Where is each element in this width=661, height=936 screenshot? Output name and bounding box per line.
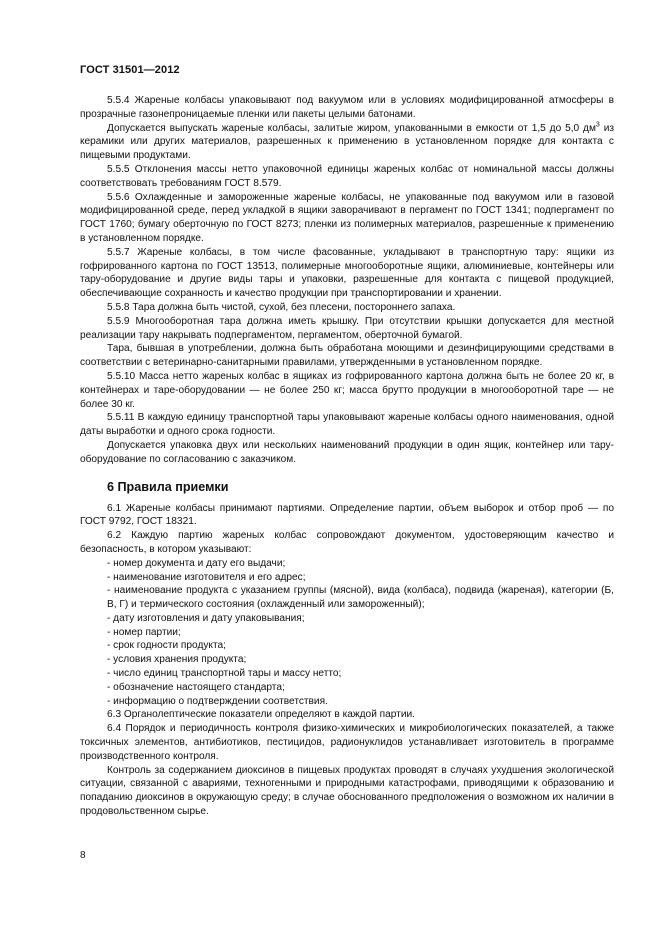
paragraph-5-5-10: 5.5.10 Масса нетто жареных колбас в ящиках из гофрированного картона должна быть не более 20 кг, в контейнерах и таре-оборудовании — не более 250 кг; масса брутто продукции в многооборотной таре — не более 30 кг. — [80, 370, 614, 410]
list-item: - номер документа и дату его выдачи; — [107, 557, 286, 569]
paragraph-5-5-11-note: Допускается упаковка двух или нескольких наименований продукции в один ящик, контейнер или тару-оборудование по согласованию с заказчиком. — [80, 439, 614, 465]
paragraph-5-5-9: 5.5.9 Многооборотная тара должна иметь крышку. При отсутствии крышки допускается для местной реализации тару накрывать подпергаментом, пергаментом, оберточной бумагой. — [80, 315, 614, 341]
list-item: - дату изготовления и дату упаковывания; — [107, 612, 305, 624]
list-item: - информацию о подтверждении соответствия. — [107, 695, 328, 707]
paragraph-5-5-7: 5.5.7 Жареные колбасы, в том числе фасованные, укладывают в транспортную тару: ящики из гофрированного картона по ГОСТ 13513, полимерные многооборотные ящики, алюминиевые, контейнеры или тару-оборудование и другие виды тары и упаковки, разрешенные для контакта с пищевой продукцией, обеспечивающие сохранность и качество продукции при транспортировании и хранении. — [80, 246, 614, 300]
superscript: 3 — [595, 121, 600, 129]
paragraph-5-5-4: 5.5.4 Жареные колбасы упаковывают под вакуумом или в условиях модифицированной атмосферы в прозрачные газонепроницаемые пленки или пакеты целыми батонами. — [80, 95, 614, 120]
paragraph-6-3: 6.3 Органолептические показатели определяют в каждой партии. — [107, 709, 415, 721]
list-item: - наименование продукта с указанием группы (мясной), вида (колбаса), подвида (жареная), категории (Б, В, Г) и термического состояния (охлажденный или замороженный); — [107, 585, 614, 611]
list-item: - условия хранения продукта; — [107, 654, 247, 666]
page-number: 8 — [80, 850, 86, 861]
paragraph-text: из керамики или других материалов, разрешенных к применению в установленном порядке для контакта с пищевыми продуктами. — [80, 122, 614, 162]
paragraph-5-5-5: 5.5.5 Отклонения массы нетто упаковочной единицы жареных колбас от номинальной массы должны соответствовать требованиям ГОСТ 8.579. — [80, 163, 614, 189]
section-title: 6 Правила приемки — [107, 479, 229, 494]
document-header: ГОСТ 31501—2012 — [80, 64, 180, 76]
list-item: - номер партии; — [107, 626, 181, 638]
paragraph-5-5-4-note — [80, 122, 614, 163]
list-item: - обозначение настоящего стандарта; — [107, 681, 285, 693]
paragraph-5-5-6: 5.5.6 Охлажденные и замороженные жареные колбасы, не упакованные под вакуумом или в газовой модифицированной среде, перед укладкой в ящики заворачивают в пергамент по ГОСТ 1341; подпергамент по ГОСТ 1760; бумагу оберточную по ГОСТ 8273; пленки из полимерных материалов, разрешенные к применению в установленном порядке. — [80, 191, 614, 244]
paragraph-6-4: 6.4 Порядок и периодичность контроля физико-химических и микробиологических показателей, а также токсичных элементов, антибиотиков, пестицидов, радионуклидов устанавливает изготовитель в программе производственного контроля. — [80, 723, 614, 762]
paragraph-text: Допускается выпускать жареные колбасы, залитые жиром, упакованными в емкости от 1,5 до 5,0 дм — [107, 122, 596, 134]
list-item: - наименование изготовителя и его адрес; — [107, 571, 306, 583]
list-item: - срок годности продукта; — [107, 640, 226, 652]
document-body — [80, 94, 614, 819]
paragraph-6-4-note: Контроль за содержанием диоксинов в пищевых продуктах проводят в случаях ухудшения экологической ситуации, связанной с авариями, техногенными и природными катастрофами, приводящими к образованию и попаданию диоксинов в окружающую среду; в случае обоснованного предположения о возможном их наличии в продовольственном сырье. — [80, 764, 614, 818]
paragraph-5-5-9-note: Тара, бывшая в употреблении, должна быть обработана моющими и дезинфицирующими средствами в соответствии с ветеринарно-санитарными правилами, утвержденными в установленном порядке. — [80, 343, 614, 369]
paragraph-5-5-11: 5.5.11 В каждую единицу транспортной тары упаковывают жареные колбасы одного наименования, одной даты выработки и одного срока годности. — [80, 412, 614, 438]
paragraph-6-2: 6.2 Каждую партию жареных колбас сопровождают документом, удостоверяющим качество и безопасность, в котором указывают: — [80, 530, 614, 555]
paragraph-5-5-8: 5.5.8 Тара должна быть чистой, сухой, без плесени, постороннего запаха. — [107, 301, 456, 313]
paragraph-6-1: 6.1 Жареные колбасы принимают партиями. Определение партии, объем выборок и отбор проб — по ГОСТ 9792, ГОСТ 18321. — [80, 502, 614, 528]
list-item: - число единиц транспортной тары и массу нетто; — [107, 668, 342, 680]
